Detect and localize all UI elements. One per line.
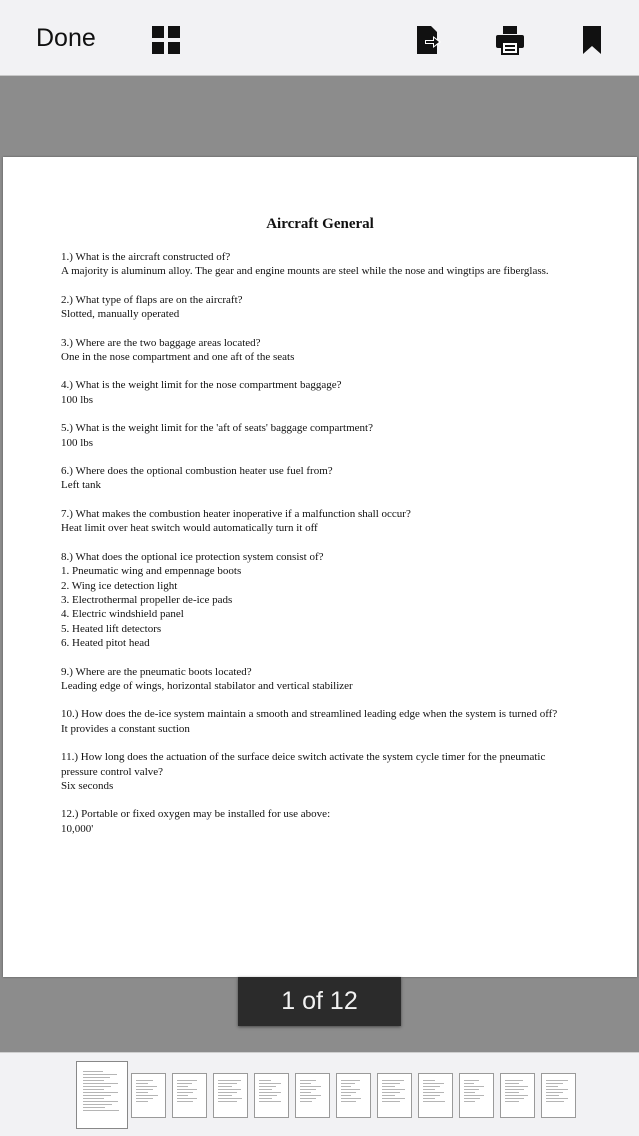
answer-text: 6. Heated pitot head — [61, 637, 150, 650]
page-thumbnail[interactable] — [418, 1073, 453, 1118]
print-icon[interactable] — [494, 24, 526, 56]
answer-text: 2. Wing ice detection light — [61, 579, 178, 592]
question-text: 6.) Where does the optional combustion heater use fuel from? — [61, 465, 333, 478]
page-thumbnail[interactable] — [500, 1073, 535, 1118]
answer-text: Six seconds — [61, 779, 114, 792]
qa-item — [61, 750, 571, 793]
page-thumbnail[interactable] — [459, 1073, 494, 1118]
page-thumbnail[interactable] — [295, 1073, 330, 1118]
page-thumbnail[interactable] — [254, 1073, 289, 1118]
page-thumbnail[interactable] — [131, 1073, 166, 1118]
question-text: 2.) What type of flaps are on the aircraft? — [61, 293, 243, 306]
answer-text: Leading edge of wings, horizontal stabilator and vertical stabilizer — [61, 679, 353, 692]
answer-text: Slotted, manually operated — [61, 308, 180, 321]
answer-text: 3. Electrothermal propeller de-ice pads — [61, 593, 233, 606]
question-list — [61, 250, 571, 850]
qa-item — [61, 378, 571, 407]
qa-item — [61, 507, 571, 536]
question-text: 11.) How long does the actuation of the surface deice switch activate the system cycle timer for the pneumatic pressure control valve? — [61, 751, 546, 778]
page-thumbnail[interactable] — [213, 1073, 248, 1118]
qa-item — [61, 421, 571, 450]
bookmark-icon[interactable] — [576, 24, 608, 56]
document-title: Aircraft General — [266, 216, 374, 232]
qa-item — [61, 336, 571, 365]
answer-text: 100 lbs — [61, 436, 94, 449]
page-thumbnail[interactable] — [336, 1073, 371, 1118]
answer-text: 1. Pneumatic wing and empennage boots — [61, 565, 242, 578]
thumbnail-strip — [0, 1052, 639, 1136]
question-text: 9.) Where are the pneumatic boots located? — [61, 665, 252, 678]
answer-text: 4. Electric windshield panel — [61, 608, 184, 621]
answer-text: One in the nose compartment and one aft of the seats — [61, 351, 295, 364]
question-text: 4.) What is the weight limit for the nose compartment baggage? — [61, 379, 342, 392]
share-export-icon[interactable] — [412, 24, 444, 56]
answer-text: 5. Heated lift detectors — [61, 622, 162, 635]
answer-text: A majority is aluminum alloy. The gear and engine mounts are steel while the nose and wingtips are fiberglass. — [61, 265, 549, 278]
qa-item — [61, 707, 571, 736]
question-text: 12.) Portable or fixed oxygen may be installed for use above: — [61, 808, 331, 821]
question-text: 1.) What is the aircraft constructed of? — [61, 251, 231, 263]
answer-text: Heat limit over heat switch would automatically turn it off — [61, 522, 318, 535]
qa-item — [61, 665, 571, 694]
qa-item — [61, 293, 571, 322]
qa-item — [61, 550, 571, 651]
answer-text: 10,000' — [61, 822, 94, 835]
top-toolbar — [0, 0, 639, 76]
page-thumbnail[interactable] — [541, 1073, 576, 1118]
qa-item — [61, 807, 571, 836]
question-text: 5.) What is the weight limit for the 'aft of seats' baggage compartment? — [61, 422, 373, 435]
answer-text: 100 lbs — [61, 393, 94, 406]
page-thumbnail[interactable] — [377, 1073, 412, 1118]
page-indicator: 1 of 12 — [238, 977, 401, 1026]
document-page[interactable] — [3, 157, 637, 977]
question-text: 8.) What does the optional ice protection system consist of? — [61, 550, 324, 563]
question-text: 10.) How does the de-ice system maintain a smooth and streamlined leading edge when the system is turned off? — [61, 708, 558, 721]
qa-item — [61, 250, 571, 279]
thumbnail-grid-icon[interactable] — [150, 24, 182, 56]
page-thumbnail[interactable] — [76, 1061, 128, 1129]
question-text: 7.) What makes the combustion heater inoperative if a malfunction shall occur? — [61, 507, 411, 520]
done-button[interactable]: Done — [36, 24, 96, 52]
answer-text: It provides a constant suction — [61, 722, 190, 735]
page-thumbnail[interactable] — [172, 1073, 207, 1118]
answer-text: Left tank — [61, 479, 102, 492]
question-text: 3.) Where are the two baggage areas located? — [61, 336, 261, 349]
qa-item — [61, 464, 571, 493]
